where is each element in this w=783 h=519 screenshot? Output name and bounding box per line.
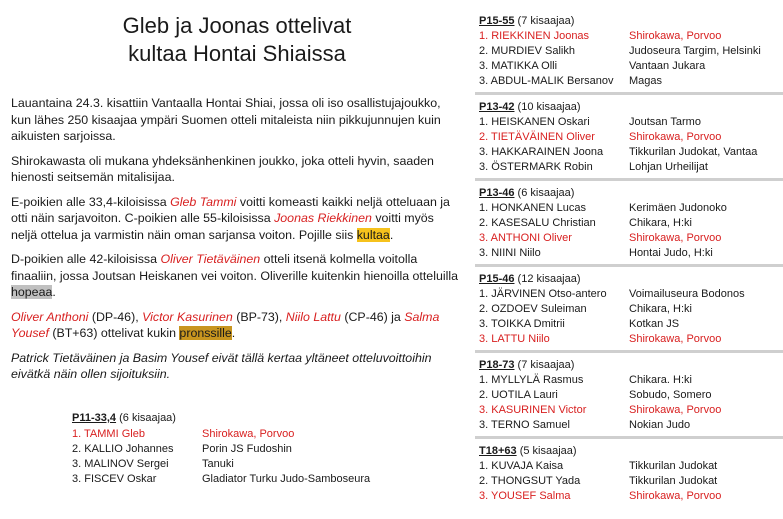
competitor-name: 3. TOIKKA Dmitrii <box>479 318 565 330</box>
result-row <box>479 489 721 504</box>
competitor-name: 2. KASESALU Christian <box>479 217 596 229</box>
weight-class: P18-73 <box>479 359 515 371</box>
athlete-name: Oliver Tietäväinen <box>160 252 261 266</box>
competitor-count: (7 kisaajaa) <box>517 359 575 371</box>
text: . <box>389 227 394 242</box>
paragraph-3 <box>11 194 461 244</box>
results-heading <box>479 358 721 373</box>
text: . <box>231 326 236 340</box>
result-row <box>72 427 370 442</box>
competitor-count: (7 kisaajaa) <box>517 15 575 27</box>
competitor-club: Chikara, H:ki <box>629 217 692 229</box>
competitor-name: 3. ÖSTERMARK Robin <box>479 161 593 173</box>
competitor-club: Judoseura Targim, Helsinki <box>629 45 761 57</box>
competitor-name: 3. MALINOV Sergei <box>72 458 169 470</box>
athlete-name: Niilo Lattu <box>285 309 341 324</box>
competitor-name: 3. HAKKARAINEN Joona <box>479 146 604 158</box>
weight-class: P13-42 <box>479 101 515 113</box>
competitor-club: Shirokawa, Porvoo <box>629 30 722 42</box>
results-heading <box>479 14 761 29</box>
competitor-club: Voimailuseura Bodonos <box>629 288 745 300</box>
competitor-name: 3. YOUSEF Salma <box>479 490 571 502</box>
paragraph-4 <box>11 251 461 301</box>
result-row <box>72 472 370 487</box>
competitor-club: Lohjan Urheilijat <box>629 161 708 173</box>
result-row <box>72 442 370 457</box>
competitor-count: (6 kisaajaa) <box>119 412 176 424</box>
competitor-name: 3. ABDUL-MALIK Bersanov <box>479 75 614 87</box>
section-divider <box>475 178 783 181</box>
text: (DP-46), <box>88 309 143 324</box>
text: (BT+63) ottelivat kukin <box>48 326 180 340</box>
competitor-name: 3. ANTHONI Oliver <box>479 232 572 244</box>
results-group <box>479 272 745 347</box>
competitor-club: Gladiator Turku Judo-Samboseura <box>202 473 371 485</box>
weight-class: T18+63 <box>479 445 517 457</box>
results-group <box>479 186 727 261</box>
athlete-name: Oliver Anthoni <box>11 309 89 324</box>
paragraph-5 <box>11 309 461 342</box>
competitor-name: 3. TERNO Samuel <box>479 419 570 431</box>
results-group <box>479 14 761 89</box>
competitor-name: 2. MURDIEV Salikh <box>479 45 575 57</box>
results-group <box>479 100 757 175</box>
results-heading <box>479 272 745 287</box>
competitor-name: 1. KUVAJA Kaisa <box>479 460 564 472</box>
athlete-name: Salma Yousef <box>11 309 440 340</box>
paragraph-2: Shirokawasta oli mukana yhdeksänhenkinen joukko, joka otteli hyvin, saaden hienosti seitsemän mitalisijaa. <box>11 153 434 184</box>
competitor-club: Sobudo, Somero <box>629 389 712 401</box>
competitor-count: (5 kisaajaa) <box>519 445 577 457</box>
competitor-club: Chikara, H:ki <box>629 303 692 315</box>
bronze-highlight: pronssille <box>179 326 232 340</box>
competitor-name: 1. HONKANEN Lucas <box>479 202 586 214</box>
title-line-2: kultaa Hontai Shiaissa <box>128 41 346 66</box>
competitor-count: (6 kisaajaa) <box>517 187 575 199</box>
text: (CP-46) ja <box>340 309 405 324</box>
competitor-club: Shirokawa, Porvoo <box>629 333 722 345</box>
text: . <box>52 285 56 299</box>
results-group <box>479 358 721 433</box>
competitor-name: 3. KASURINEN Victor <box>479 404 587 416</box>
result-row <box>479 317 745 332</box>
result-row <box>479 246 727 261</box>
result-row <box>479 130 757 145</box>
competitor-name: 2. TIETÄVÄINEN Oliver <box>479 131 595 143</box>
athlete-name: Joonas Riekkinen <box>274 211 372 225</box>
competitor-club: Vantaan Jukara <box>629 60 706 72</box>
text: voitti komeasti kaikki neljä otteluaan ja otti näin sarjavoiton. C-poikien alle 55-kiloisissa <box>11 194 450 225</box>
competitor-club: Hontai Judo, H:ki <box>629 247 713 259</box>
results-p11-33-4 <box>72 411 370 487</box>
competitor-club: Chikara. H:ki <box>629 374 692 386</box>
competitor-name: 1. HEISKANEN Oskari <box>479 116 590 128</box>
competitor-count: (12 kisaajaa) <box>517 273 581 285</box>
result-row <box>479 74 761 89</box>
competitor-club: Shirokawa, Porvoo <box>202 428 295 440</box>
text: (BP-73), <box>232 309 286 324</box>
result-row <box>479 216 727 231</box>
competitor-name: 2. THONGSUT Yada <box>479 475 581 487</box>
competitor-club: Tanuki <box>202 458 234 470</box>
result-row <box>479 459 721 474</box>
result-row <box>479 59 761 74</box>
article-body <box>11 95 461 391</box>
result-row <box>72 457 370 472</box>
competitor-club: Kotkan JS <box>629 318 680 330</box>
paragraph-1: Lauantaina 24.3. kisattiin Vantaalla Hontai Shiai, jossa oli iso osallistujajoukko, kun lähes 250 kisaajaa ympäri Suomen otteli mitaleista niin pikkujunnujen kuin aikuisten sarjoissa. <box>11 96 441 143</box>
text: otteli itsenä kolmella voitolla finaaliin, jossa Joutsan Heiskanen vei voiton. Oliverille kuitenkin hienoilla otteluilla <box>11 252 458 283</box>
athlete-name: Victor Kasurinen <box>142 309 233 324</box>
text: D-poikien alle 42-kiloisissa <box>11 252 161 266</box>
result-row <box>479 373 721 388</box>
result-row <box>479 418 721 433</box>
competitor-club: Magas <box>629 75 663 87</box>
competitor-club: Tikkurilan Judokat <box>629 475 718 487</box>
result-row <box>479 145 757 160</box>
competitor-count: (10 kisaajaa) <box>517 101 581 113</box>
result-row <box>479 115 757 130</box>
competitor-club: Kerimäen Judonoko <box>629 202 727 214</box>
weight-class: P15-46 <box>479 273 515 285</box>
result-row <box>479 403 721 418</box>
competitor-name: 2. OZDOEV Suleiman <box>479 303 587 315</box>
competitor-club: Tikkurilan Judokat, Vantaa <box>629 146 758 158</box>
competitor-club: Tikkurilan Judokat <box>629 460 718 472</box>
competitor-name: 2. UOTILA Lauri <box>479 389 558 401</box>
result-row <box>479 29 761 44</box>
section-divider <box>475 436 783 439</box>
competitor-name: 3. MATIKKA Olli <box>479 60 558 72</box>
competitor-club: Porin JS Fudoshin <box>202 443 292 455</box>
gold-highlight: kultaa <box>356 227 390 242</box>
competitor-club: Shirokawa, Porvoo <box>629 490 722 502</box>
result-row <box>479 332 745 347</box>
result-row <box>479 302 745 317</box>
article-title <box>12 12 462 68</box>
competitor-name: 3. FISCEV Oskar <box>72 473 157 485</box>
competitor-club: Shirokawa, Porvoo <box>629 232 722 244</box>
competitor-name: 3. LATTU Niilo <box>479 333 550 345</box>
competitor-name: 1. RIEKKINEN Joonas <box>479 30 590 42</box>
competitor-name: 2. KALLIO Johannes <box>72 443 174 455</box>
result-row <box>479 287 745 302</box>
results-rows <box>72 427 370 487</box>
competitor-name: 3. NIINI Niilo <box>479 247 541 259</box>
weight-class: P13-46 <box>479 187 515 199</box>
competitor-name: 1. TAMMI Gleb <box>72 428 145 440</box>
section-divider <box>475 350 783 353</box>
results-group <box>479 444 721 504</box>
competitor-club: Shirokawa, Porvoo <box>629 131 722 143</box>
result-row <box>479 474 721 489</box>
result-row <box>479 231 727 246</box>
results-heading <box>72 411 370 426</box>
text: voitti myös neljä ottelua ja varmistin näin oman sarjansa voiton. Pojille siis <box>11 211 434 242</box>
results-heading <box>479 100 757 115</box>
paragraph-6: Patrick Tietäväinen ja Basim Yousef eivät tällä kertaa yltäneet otteluvoittoihin eivätkä näin ollen sijoituksiin. <box>11 350 432 381</box>
result-row <box>479 388 721 403</box>
results-heading <box>479 444 721 459</box>
competitor-club: Joutsan Tarmo <box>629 116 701 128</box>
competitor-name: 1. JÄRVINEN Otso-antero <box>479 288 607 300</box>
section-divider <box>475 92 783 95</box>
weight-class: P15-55 <box>479 15 515 27</box>
athlete-name: Gleb Tammi <box>170 194 237 209</box>
competitor-club: Shirokawa, Porvoo <box>629 404 722 416</box>
result-row <box>479 201 727 216</box>
result-row <box>479 160 757 175</box>
competitor-club: Nokian Judo <box>629 419 691 431</box>
weight-class: P11-33,4 <box>72 412 117 424</box>
text: E-poikien alle 33,4-kiloisissa <box>11 194 171 209</box>
results-heading <box>479 186 727 201</box>
title-line-1: Gleb ja Joonas ottelivat <box>122 13 352 38</box>
result-row <box>479 44 761 59</box>
competitor-name: 1. MYLLYLÄ Rasmus <box>479 374 584 386</box>
silver-highlight: hopeaa <box>11 285 53 299</box>
section-divider <box>475 264 783 267</box>
